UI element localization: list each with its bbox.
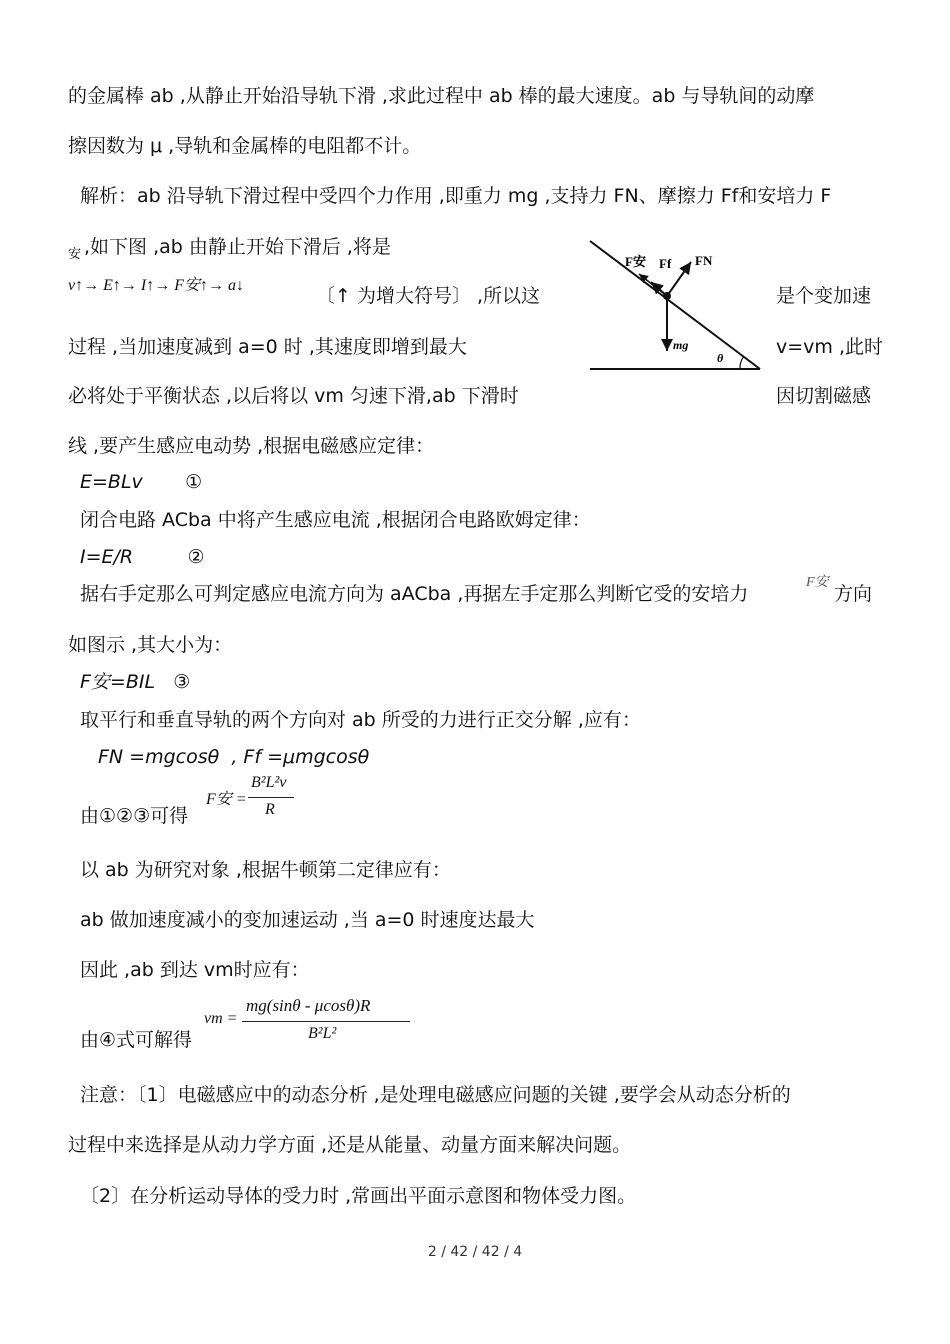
para-line-19: 过程中来选择是从动力学方面 ,还是从能量、动量方面来解决问题。 [68,1134,632,1156]
para-line-16: 因此 ,ab 到达 vm时应有： [80,959,310,981]
para-line-10-end: 方向 [834,583,873,605]
fraction-2-numerator: mg(sinθ - μcosθ)R [246,996,371,1015]
para-line-8: 线 ,要产生感应电动势 ,根据电磁感应定律： [68,435,435,457]
para-line-7: 必将处于平衡状态 ,以后将以 vm 匀速下滑,ab 下滑时 [68,385,519,407]
fan-arrow [639,274,667,296]
para-line-18: 注意：〔1〕电磁感应中的动态分析 ,是处理电磁感应问题的关键 ,要学会从动态分析的 [80,1084,791,1106]
para-line-13: 由①②③可得 [80,805,189,827]
para-line-15: ab 做加速度减小的变加速运动 ,当 a=0 时速度达最大 [80,909,535,931]
para-line-4-sub: 安 [68,247,82,262]
equation-4: FN =mgcosθ , Ff =μmgcosθ [98,746,370,768]
para-line-5: 〔↑ 为增大符号〕 ,所以这 [316,285,541,307]
equation-2: I=E/R ② [80,546,205,568]
label-fan: F安 [625,254,646,269]
para-line-6: 过程 ,当加速度减到 a=0 时 ,其速度即增到最大 [68,336,467,358]
para-line-14: 以 ab 为研究对象 ,根据牛顿第二定律应有： [80,859,451,881]
angle-arc [740,356,744,369]
fraction-1-left: F安 = [206,791,247,808]
fraction-1-numerator: B²L²v [251,774,287,791]
ampere-force-symbol: F安 [806,575,829,590]
label-fn: FN [695,253,713,268]
para-line-2: 擦因数为 μ ,导轨和金属棒的电阻都不计。 [68,135,422,157]
para-line-11: 如图示 ,其大小为： [68,634,233,656]
label-theta: θ [717,351,724,365]
para-line-3: 解析：ab 沿导轨下滑过程中受四个力作用 ,即重力 mg ,支持力 FN、摩擦力 Ff和安培力 F [80,185,832,207]
para-line-7-right: 因切割磁感 [776,385,872,407]
para-line-9: 闭合电路 ACba 中将产生感应电流 ,根据闭合电路欧姆定律： [80,509,591,531]
para-line-5-right: 是个变加速 [776,285,872,307]
para-line-17: 由④式可解得 [80,1029,193,1051]
equation-1: E=BLv ① [80,471,203,493]
fraction-1-bar [248,797,294,798]
fraction-2-left: vm = [204,1010,238,1027]
chain-formula: v↑→ E↑→ I↑→ F安↑→ a↓ [68,277,244,294]
equation-3: F安=BIL ③ [80,671,191,693]
fraction-2-denominator: B²L² [308,1025,337,1042]
para-line-6-right: v=vm ,此时 [776,336,883,358]
para-line-12: 取平行和垂直导轨的两个方向对 ab 所受的力进行正交分解 ,应有： [80,709,641,731]
page-footer: 2 / 42 / 42 / 4 [427,1244,523,1260]
para-line-1: 的金属棒 ab ,从静止开始沿导轨下滑 ,求此过程中 ab 棒的最大速度。ab 与导轨间的动摩 [68,85,815,107]
label-ff: Ff [659,256,672,271]
para-line-4: ,如下图 ,ab 由静止开始下滑后 ,将是 [84,236,391,258]
fraction-1-denominator: R [265,801,275,818]
incline-force-diagram [585,238,775,378]
para-line-10: 据右手定那么可判定感应电流方向为 aACba ,再据左手定那么判断它受的安培力 [80,583,749,605]
label-mg: mg [673,338,689,352]
fraction-2-bar [242,1021,410,1022]
para-line-20: 〔2〕在分析运动导体的受力时 ,常画出平面示意图和物体受力图。 [80,1185,637,1207]
